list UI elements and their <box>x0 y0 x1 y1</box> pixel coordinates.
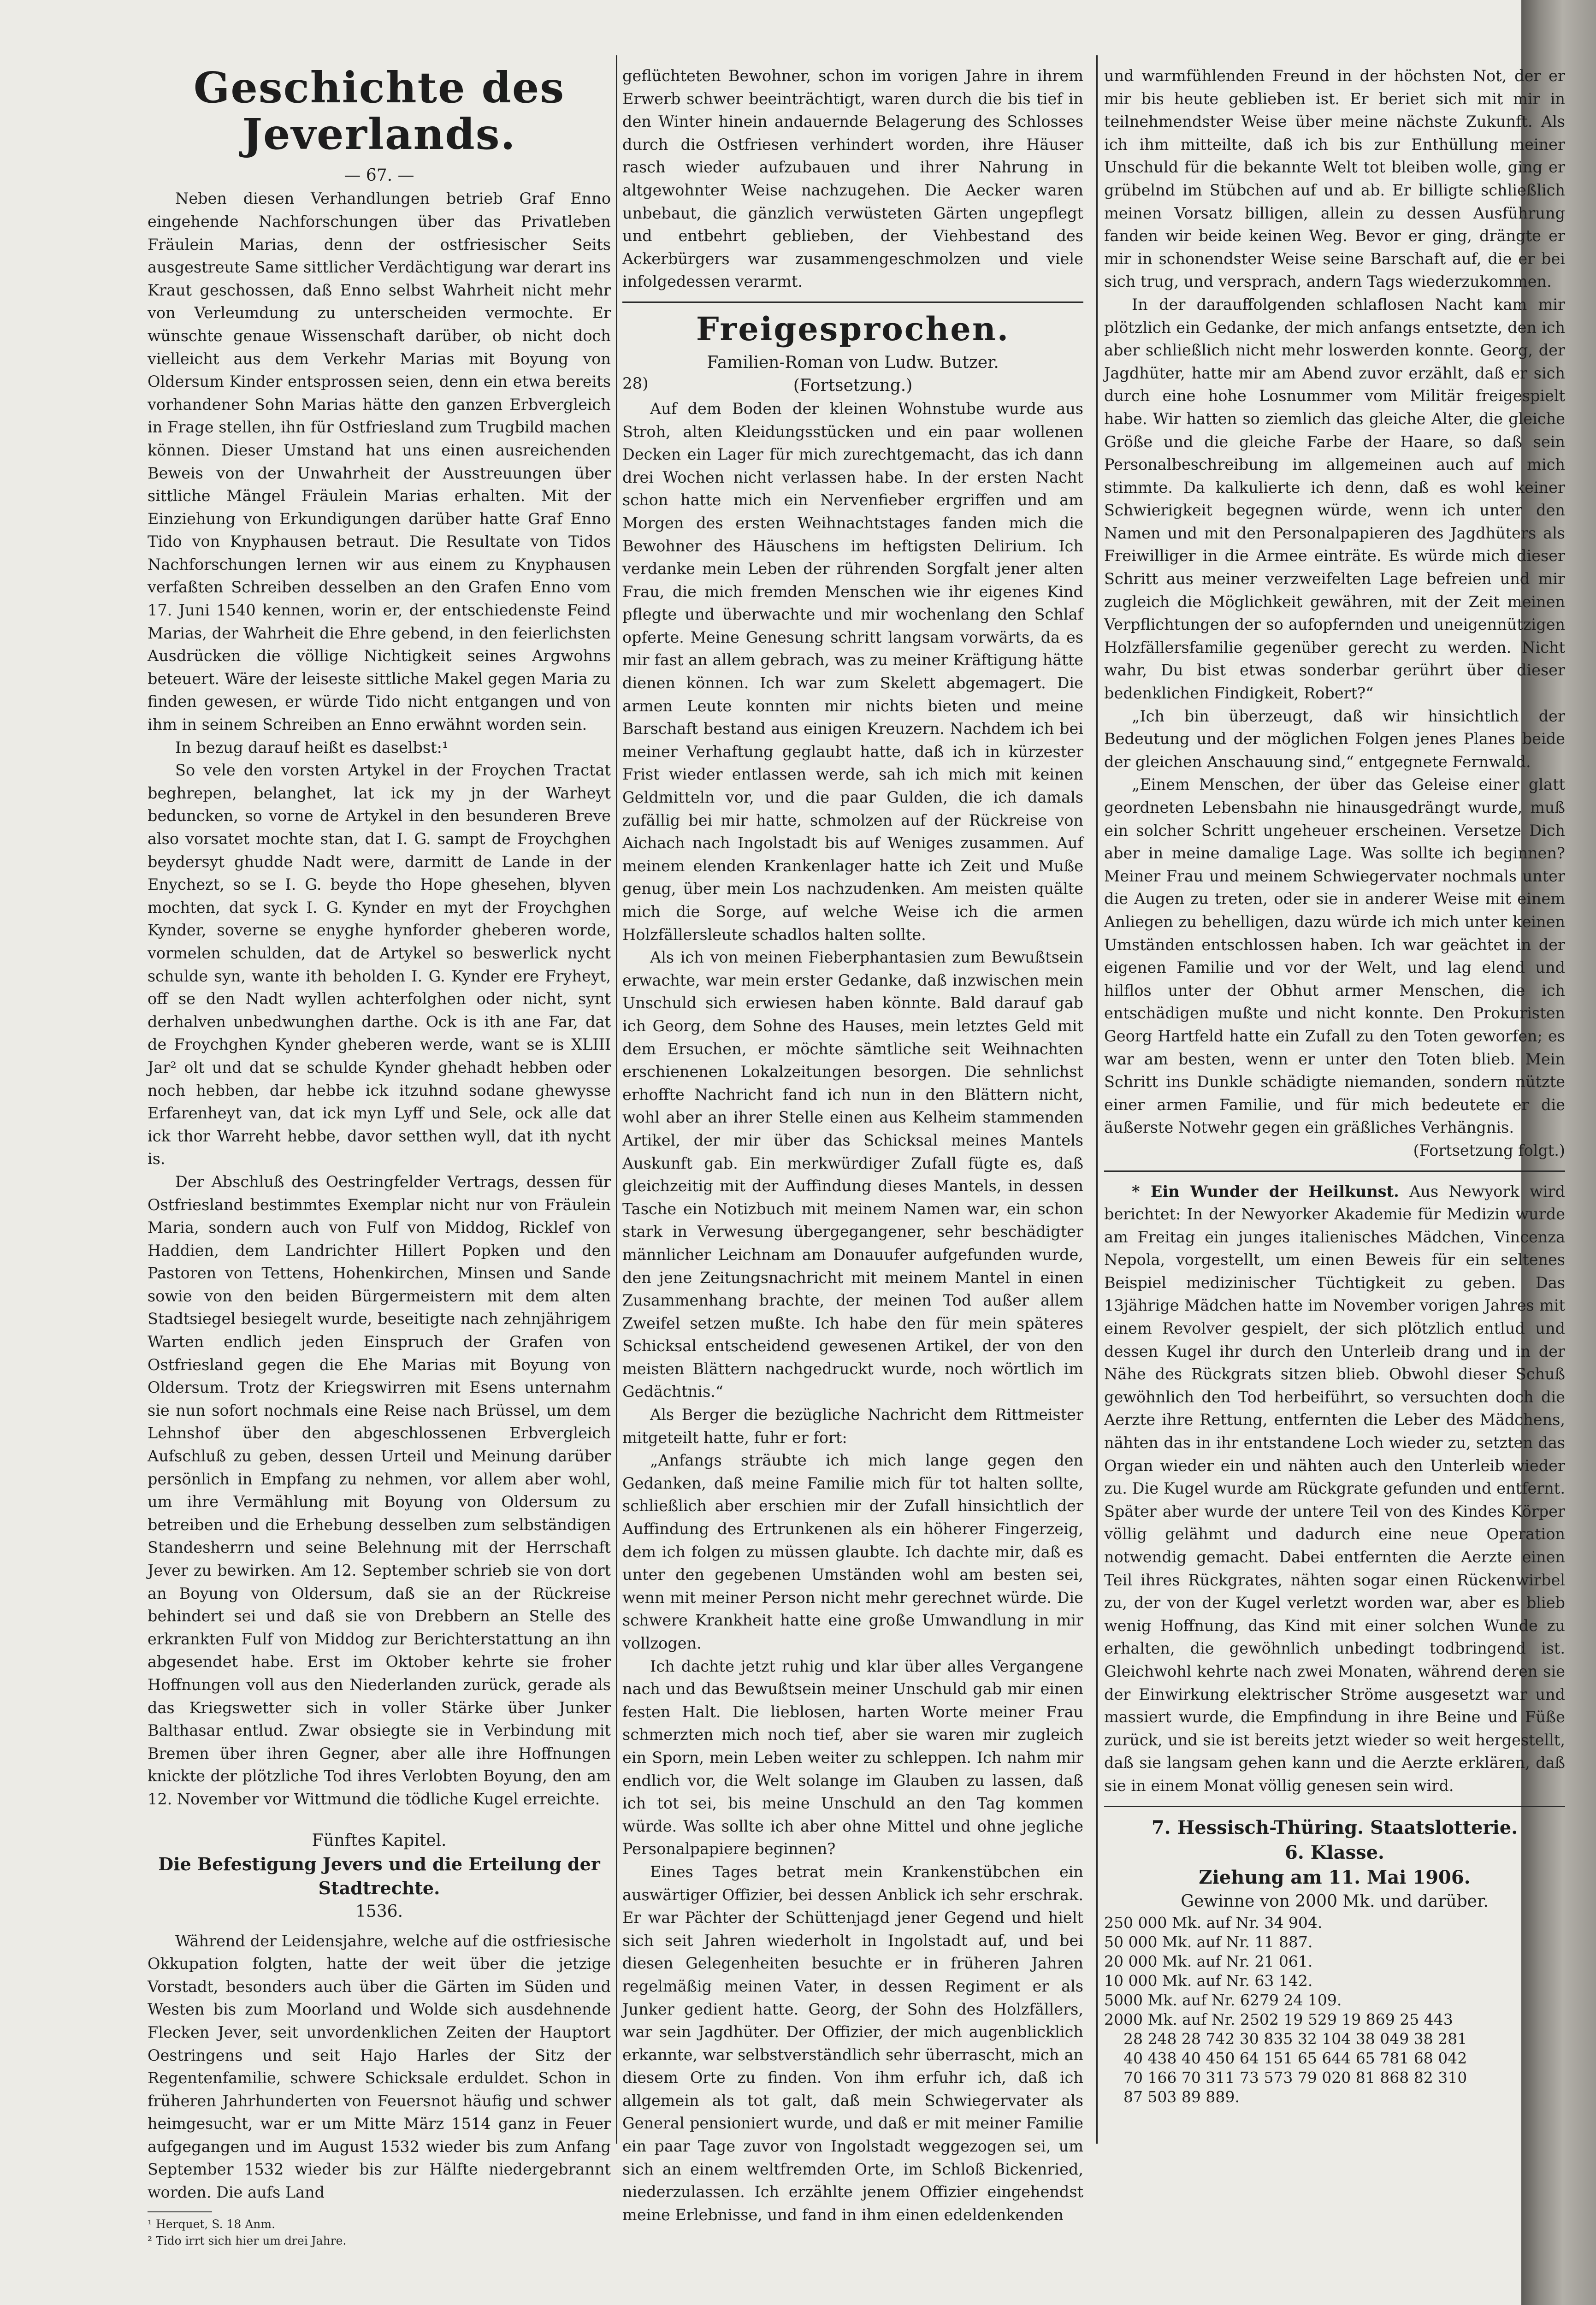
story-subtitle: Familien-Roman von Ludw. Butzer. <box>707 353 999 372</box>
divider <box>1104 1806 1565 1807</box>
continuation-note: (Fortsetzung folgt.) <box>1413 1141 1565 1159</box>
lottery-line: 50 000 Mk. auf Nr. 11 887. <box>1104 1933 1313 1951</box>
paragraph: Eines Tages betrat mein Krankenstübchen ein auswärtiger Offizier, bei dessen Anblick ich sehr erschrak. Er war Pächter der Schüttenjagd jener Gegend und hielt sich seit Jahren wiederholt in Ingolstadt auf, und bei diesen Gelegenheiten besuchte er in früheren Jahren regelmäßig meinen Vater, in dessen Regiment er als Junker gedient hatte. Georg, der Sohn des Holzfällers, war sein Jagdhüter. Der Offizier, der mich augenblicklich erkannte, war selbstverständlich sehr überrascht, mich an diesem Orte zu finden. Von ihm erfuhr ich, daß ich allgemein als tot galt, daß mein Schwiegervater als General pensioniert wurde, und daß er mit meiner Familie ein paar Tage zuvor von Ingolstadt weggezogen sei, um sich an einem weltfremden Orte, im Schloß Bickenried, niederzulassen. Ich erzählte jenem Offizier eingehendst meine Erlebnisse, und fand in ihm einen edeldenkenden <box>622 1862 1083 2224</box>
lottery-line: 28 248 28 742 30 835 32 104 38 049 38 281 <box>1104 2029 1467 2048</box>
installment-number: — 67. — <box>344 166 414 185</box>
chapter-title: Die Befestigung Jevers und die Erteilung der Stadtrechte. <box>158 1853 600 1898</box>
paragraph: Als ich von meinen Fieberphantasien zum Bewußtsein erwachte, war mein erster Gedanke, daß inzwischen mein Unschuld sich erwiesen haben könnte. Bald darauf gab ich Georg, dem Sohne des Hauses, mein letztes Geld mit dem Ersuchen, er möchte sämtliche seit Weihnachten erschienenen Lokalzeitungen besorgen. Die sehnlichst erhoffte Nachricht fand ich nun in den Blättern nicht, wohl aber an ihrer Stelle einen aus Kelheim stammenden Artikel, der mir über das Schicksal meines Mantels Auskunft gab. Ein merkwürdiger Zufall fügte es, daß gleichzeitig mit der Auffindung dieses Mantels, in dessen Tasche ein Notizbuch mit meinem Namen war, ein schon stark in Verwesung übergegangener, sehr beschädigter männlicher Leichnam am Donauufer aufgefunden wurde, den jene Zeitungsnachricht mit meinem Mantel in einen Zusammenhang brachte, der meinen Tod außer allem Zweifel setzen mußte. Ich habe den für mein späteres Schicksal entscheidend gewesenen Artikel, der von den meisten Blättern nachgedruckt wurde, noch wörtlich im Gedächtnis.“ <box>622 948 1083 1401</box>
lottery-note: Gewinne von 2000 Mk. und darüber. <box>1181 1891 1489 1911</box>
footnote: ² Tido irrt sich hier um drei Jahre. <box>148 2234 347 2247</box>
lottery-line: 70 166 70 311 73 573 79 020 81 868 82 310 <box>1104 2068 1467 2086</box>
lottery-line: 20 000 Mk. auf Nr. 21 061. <box>1104 1952 1313 1970</box>
chapter-label: Fünftes Kapitel. <box>312 1831 447 1850</box>
lottery-line: 2000 Mk. auf Nr. 2502 19 529 19 869 25 443 <box>1104 2010 1453 2028</box>
column-2 <box>622 65 1083 2226</box>
footnote-rule <box>148 2211 212 2212</box>
continuation-row <box>622 374 1083 397</box>
paragraph: In der darauffolgenden schlaflosen Nacht kam mir plötzlich ein Gedanke, der mich anfangs entsetzte, den ich aber schließlich nicht mehr loswerden konnte. Georg, der Jagdhüter, hatte mir am Abend zuvor erzählt, daß er sich durch eine hohe Losnummer vom Militär freigespielt habe. Wir hatten so ziemlich das gleiche Alter, die gleiche Größe und die gleiche Farbe der Haare, so daß sein Personalbeschreibung im allgemeinen auch auf mich stimmte. Da kalkulierte ich denn, daß es wohl keiner Schwierigkeit begegnen würde, wenn ich unter den Namen und mit den Personalpapieren des Jagdhüters als Freiwilliger in die Armee einträte. Es würde mich dieser Schritt aus meiner verzweifelten Lage befreien und mir zugleich die Möglichkeit gewähren, mit der Zeit meinen Verpflichtungen der so aufopfernden und uneigennützigen Holzfällersfamilie gegenüber gerecht zu werden. Nicht wahr, Du bist etwas sonderbar gerührt über dieser bedenklichen Findigkeit, Robert?“ <box>1104 295 1565 703</box>
paragraph: Neben diesen Verhandlungen betrieb Graf Enno eingehende Nachforschungen über das Privatleben Fräulein Marias, denn der ostfriesischer Seits ausgestreute Same sittlicher Verdächtigung war derart ins Kraut geschossen, daß Enno selbst Wahrheit nicht mehr von Verleumdung zu unterscheiden vermochte. Er wünschte genaue Wissenschaft darüber, ob nicht doch vielleicht aus dem Verkehr Marias mit Boyung von Oldersum Kinder entsprossen seien, denn ein etwa bereits vorhandener Sohn Marias hätte den ganzen Erbvergleich in Frage stellen, ihn für Ostfriesland zum Trugbild machen können. Dieser Umstand hat uns einen ausreichenden Beweis von der Unwahrheit der Ausstreuungen über sittliche Mängel Fräulein Marias erhalten. Mit der Einziehung von Erkundigungen darüber hatte Graf Enno Tido von Knyphausen betraut. Die Resultate von Tidos Nachforschungen lernen wir aus einem zu Knyphausen verfaßten Schreiben desselben an den Grafen Enno vom 17. Juni 1540 kennen, worin er, der entschiedenste Feind Marias, der Wahrheit die Ehre gebend, in den feierlichsten Ausdrücken die völlige Nichtigkeit seines Argwohns beteuert. Wäre der leiseste sittliche Makel gegen Maria zu finden gewesen, er würde Tido nicht entgangen und von ihm in seinem Schreiben an Enno erwähnt worden sein. <box>148 189 611 734</box>
paragraph: geflüchteten Bewohner, schon im vorigen Jahre in ihrem Erwerb schwer beeinträchtigt, waren durch die bis tief in den Winter hinein andauernde Belagerung des Schlosses durch die Ostfriesen verhindert worden, ihre Häuser rasch wieder aufzubauen und ihrer Nahrung in altgewohnter Weise nachzugehen. Die Aecker waren unbebaut, die gänzlich verwüsteten Gärten ungepflegt und entbehrt geblieben, der Viehbestand des Ackerbürgers war zusammengeschmolzen und viele infolgedessen verarmt. <box>622 67 1083 291</box>
paragraph: und warmfühlenden Freund in der höchsten Not, der er mir bis heute geblieben ist. Er beriet sich mit mir in teilnehmendster Weise über meine nächste Zukunft. Als ich ihm mitteilte, daß ich bis zur Enthüllung meiner Unschuld für die bekannte Welt tot bleiben wolle, ging er grübelnd im Stübchen auf und ab. Er billigte schließlich meinen Vorsatz billigen, allein zu dessen Ausführung fanden wir beide keinen Weg. Bevor er ging, drängte er mir in schonendster Weise seine Barschaft auf, die er bei sich trug, und versprach, andern Tags wiederzukommen. <box>1104 67 1565 291</box>
chapter-year: 1536. <box>355 1902 403 1921</box>
column-rule-1 <box>616 55 617 2144</box>
episode-number: 28) <box>622 374 649 393</box>
paragraph: Ich dachte jetzt ruhig und klar über alles Vergangene nach und das Bewußtsein meiner Unschuld gab mir einen festen Halt. Die lieblosen, harten Worte meiner Frau schmerzten mich noch tief, aber sie waren mir zugleich ein Sporn, mein Leben weiter zu schleppen. Ich nahm mir endlich vor, die Welt solange im Glauben zu lassen, daß ich tot sei, bis meine Unschuld an den Tag kommen würde. Was sollte ich aber ohne Mittel und ohne jegliche Personalpapiere beginnen? <box>622 1657 1083 1858</box>
lottery-class: 6. Klasse. <box>1285 1841 1384 1863</box>
paragraph: „Anfangs sträubte ich mich lange gegen den Gedanken, daß meine Familie mich für tot halten sollte, schließlich aber erschien mir der Zufall hinsichtlich der Auffindung des Ertrunkenen als ein höherer Fingerzeig, dem ich folgen zu müssen glaubte. Ich dachte mir, daß es unter den gegebenen Umständen wohl am besten sei, wenn mit meiner Person nicht mehr gerechnet würde. Die schwere Krankheit hatte eine große Umwandlung in mir vollzogen. <box>622 1451 1083 1652</box>
divider <box>1104 1170 1565 1172</box>
paragraph: Während der Leidensjahre, welche auf die ostfriesische Okkupation folgten, hatte der weit über die jetzige Vorstadt, besonders auch über die Gärten im Süden und Westen bis zum Moorland und Wolde sich ausdehnende Flecken Jever, seit unvordenklichen Zeiten der Hauptort Oestringens und seit Hajo Harles der Sitz der Regentenfamilie, schwere Schicksale erduldet. Schon in früheren Jahrhunderten von Feuersnot häufig und schwer heimgesucht, war er um Mitte März 1514 ganz in Feuer aufgegangen und im August 1532 wieder bis zum Anfang September 1532 wieder bis zur Hälfte niedergebrannt worden. Die aufs Land <box>148 1932 611 2202</box>
paragraph: Auf dem Boden der kleinen Wohnstube wurde aus Stroh, alten Kleidungsstücken und ein paar wollenen Decken ein Lager für mich zurechtgemacht, das ich dann drei Wochen nicht verlassen habe. In der ersten Nacht schon hatte mich ein Nervenfieber ergriffen und am Morgen des ersten Weihnachtstages fanden mich die Bewohner des Häuschens im heftigsten Delirium. Ich verdanke mein Leben der rührenden Sorgfalt jener alten Frau, die mich fremden Menschen wie ihr eigenes Kind pflegte und überwachte und mir wochenlang den Schlaf opferte. Meine Genesung schritt langsam vorwärts, da es mir fast an allem gebrach, was zu meiner Kräftigung hätte dienen können. Ich war zum Skelett abgemagert. Die armen Leute konnten mir nichts bieten und meine Barschaft bestand aus einigen Kreuzern. Nachdem ich bei meiner Verhaftung geglaubt hatte, daß ich in kürzester Frist wieder entlassen werde, sah ich mich mit keinen Geldmitteln vor, und die paar Gulden, die ich damals zufällig bei mir hatte, schmolzen auf der Rückreise von Aichach nach Ingolstadt bis auf Weniges zusammen. Auf meinem elenden Krankenlager hatte ich Zeit und Muße genug, über mein Los nachzudenken. Am meisten quälte mich die Sorge, auf welche Weise ich die armen Holzfällersleute schadlos halten sollte. <box>622 399 1083 944</box>
lottery-results <box>1104 1913 1565 2107</box>
lottery-line: 10 000 Mk. auf Nr. 63 142. <box>1104 1971 1313 1990</box>
news-item <box>1104 1180 1565 1797</box>
paragraph: In bezug darauf heißt es daselbst:¹ <box>175 738 449 757</box>
continuation-label: (Fortsetzung.) <box>793 376 913 395</box>
paragraph: „Ich bin überzeugt, daß wir hinsichtlich der Bedeutung und der möglichen Folgen jenes Planes beide der gleichen Anschauung sind,“ entgegnete Fernwald. <box>1104 707 1565 771</box>
quote-paragraph: So vele den vorsten Artykel in der Froychen Tractat beghrepen, belanghet, lat ick my jn der Warheyt beduncken, so vorne de Artykel in den besunderen Breve also vorsatet mochte stan, dat I. G. sampt de Froychghen beydersyt ghudde Nadt were, darmitt de Lande in der Enychezt, so se I. G. beyde tho Hope ghesehen, blyven mochten, dat syck I. G. Kynder en myt der Froychghen Kynder, soverne se enyghe hynforder gheberen worde, vormelen schulden, dat de Artykel so beswerlick nycht schulde syn, wante ith beholden I. G. Kynder ere Fryheyt, off se den Nadt wyllen achterfolghen oder nicht, synt derhalven unbedwunghen darthe. Ock is ith ane Far, dat de Froychghen Kynder gheberen werde, want se is XLIII Jar² olt und dat se schulde Kynder ghehadt hebben oder noch hebben, dar hebbe ick itzuhnd sodane ghewysse Erfarenheyt van, dat ick myn Lyff und Sele, ock alle dat ick thor Warreht hebbe, davor setthen wyll, dat ith nycht is. <box>148 761 611 1168</box>
paragraph: Der Abschluß des Oestringfelder Vertrags, dessen für Ostfriesland bestimmtes Exemplar nicht nur von Fräulein Maria, sondern auch von Fulf von Middog, Ricklef von Haddien, dem Landrichter Hillert Popken und den Pastoren von Tettens, Hohenkirchen, Minsen und Sande sowie von den beiden Bürgermeistern mit dem alten Stadtsiegel besiegelt wurde, beseitigte nach zehnjährigem Warten endlich jeden Einspruch der Grafen von Ostfriesland gegen die Ehe Marias mit Boyung von Oldersum. Trotz der Kriegswirren mit Esens unternahm sie nun sofort nochmals eine Reise nach Brüssel, um dem Lehnshof über den abgeschlossenen Erbvergleich Aufschluß zu geben, dessen Urteil und Meinung darüber persönlich in Empfang zu nehmen, vor allem aber wohl, um ihre Vermählung mit Boyung von Oldersum zu betreiben und die Erhebung desselben zum selbständigen Standesherrn und seine Belehnung mit der Herrschaft Jever zu bewirken. Am 12. September schrieb sie von dort an Boyung von Oldersum, daß sie an der Rückreise behindert sei und daß sie von Drebbern an Stelle des erkrankten Fulf von Middog zur Berichterstattung an ihn abgesendet habe. Erst im Oktober kehrte sie froher Hoffnungen voll aus den Niederlanden zurück, gerade als das Kriegswetter sich in voller Stärke über Junker Balthasar entlud. Zwar obsiegte sie in Verbindung mit Bremen über ihren Gegner, aber alle ihre Hoffnungen knickte der plötzliche Tod ihres Verlobten Boyung, den am 12. November vor Wittmund die tödliche Kugel erreichte. <box>148 1172 611 1808</box>
lottery-line: 5000 Mk. auf Nr. 6279 24 109. <box>1104 1991 1342 2009</box>
lottery-title: 7. Hessisch-Thüring. Staatslotterie. <box>1151 1816 1518 1838</box>
divider <box>622 301 1083 303</box>
lottery-line: 40 438 40 450 64 151 65 644 65 781 68 042 <box>1104 2049 1467 2067</box>
paragraph: Als Berger die bezügliche Nachricht dem Rittmeister mitgeteilt hatte, fuhr er fort: <box>622 1406 1083 1447</box>
story-title: Freigesprochen. <box>696 309 1010 348</box>
lottery-date: Ziehung am 11. Mai 1906. <box>1199 1866 1471 1888</box>
column-1 <box>148 65 611 2249</box>
paragraph: „Einem Menschen, der über das Geleise einer glatt geordneten Lebensbahn nie hinausgedrängt wurde, muß ein solcher Schritt ungeheuer erscheinen. Versetze Dich aber in meine damalige Lage. Was sollte ich beginnen? Meiner Frau und meinem Schwiegervater nochmals unter die Augen zu treten, oder sie in anderer Weise mit einem Anliegen zu behelligen, dazu würde ich mich unter keinen Umständen entschlossen haben. Ich war geächtet in der eigenen Familie und vor der Welt, und lag elend und hilflos unter der Obhut armer Menschen, die ich entschädigen mußte und nicht konnte. Den Prokuristen Georg Hartfeld hatte ein Zufall zu den Toten geworfen; es war am besten, wenn er unter den Toten blieb. Mein Schritt ins Dunkle schädigte niemanden, sondern nützte einer armen Familie, und für mich bedeutete er die äußerste Notwehr gegen ein gräßliches Verhängnis. <box>1104 775 1565 1137</box>
column-rule-2 <box>1096 55 1098 2144</box>
footnote: ¹ Herquet, S. 18 Anm. <box>148 2217 276 2231</box>
news-item-title: * Ein Wunder der Heilkunst. <box>1132 1182 1399 1200</box>
news-item-text: Aus Newyork wird berichtet: In der Newyorker Akademie für Medizin wurde am Freitag ein junges italienisches Mädchen, Vincenza Nepola, vorgestellt, um einen Beweis für ein seltenes Beispiel medizinischer Tüchtigkeit zu geben. Das 13jährige Mädchen hatte im November vorigen Jahres mit einem Revolver gespielt, der sich plötzlich entlud und dessen Kugel ihr durch den Unterleib drang und in der Nähe des Rückgrats sitzen blieb. Obwohl dieser Schuß gewöhnlich den Tod herbeiführt, so versuchten doch die Aerzte ihre Rettung, entfernten die Leber des Mädchens, nähten das in ihr entstandene Loch wieder zu, setzten das Organ wieder ein und nähten auch den Unterleib wieder zu. Die Kugel wurde am Rückgrate gefunden und entfernt. Später aber wurde der untere Teil von des Kindes Körper völlig gelähmt und dadurch eine neue Operation notwendig gemacht. Dabei entfernten die Aerzte einen Teil ihres Rückgrates, nähten sogar einen Rückenwirbel zu, der von der Kugel verletzt worden war, aber es blieb wenig Hoffnung, das Kind mit einer solchen Wunde zu erhalten, die gewöhnlich unbedingt todbringend ist. Gleichwohl kehrte nach zwei Monaten, während deren sie der Einwirkung elektrischer Ströme ausgesetzt war und massiert wurde, die Empfindung in ihre Beine und Füße zurück, und sie ist bereits jetzt wieder so weit hergestellt, daß sie langsam gehen kann und die Aerzte erklären, daß sie in einem Monat völlig genesen sein wird. <box>1104 1182 1565 1795</box>
lottery-line: 87 503 89 889. <box>1104 2087 1240 2106</box>
serial-title: Geschichte des Jeverlands. <box>193 63 565 160</box>
column-3 <box>1104 65 1565 2107</box>
lottery-line: 250 000 Mk. auf Nr. 34 904. <box>1104 1913 1323 1932</box>
